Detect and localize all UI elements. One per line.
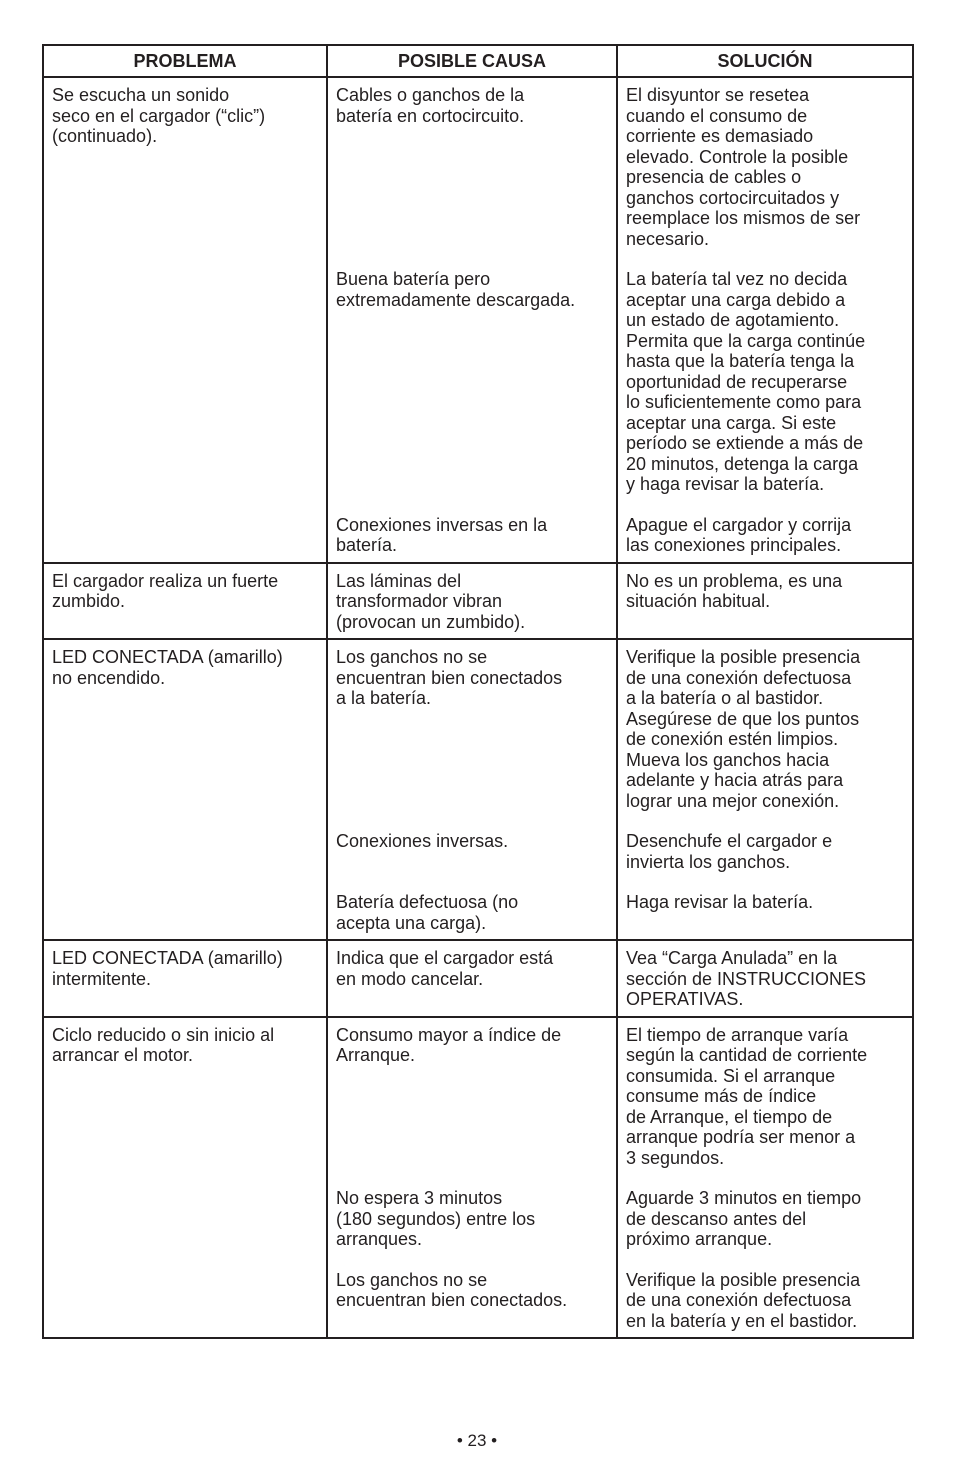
solution-cell: Haga revisar la batería.	[617, 892, 913, 940]
cause-cell: Los ganchos no se encuentran bien conectados a la batería.	[327, 639, 617, 831]
cause-cell: Indica que el cargador está en modo cancelar.	[327, 940, 617, 1017]
cause-cell: Buena batería pero extremadamente descargada.	[327, 269, 617, 515]
table-row	[43, 940, 913, 1017]
cause-cell: Consumo mayor a índice de Arranque.	[327, 1017, 617, 1189]
solution-cell: No es un problema, es una situación habitual.	[617, 563, 913, 640]
table-row	[43, 77, 913, 269]
troubleshooting-table	[42, 44, 914, 1339]
solution-cell: Apague el cargador y corrija las conexiones principales.	[617, 515, 913, 563]
problem-cell: Ciclo reducido o sin inicio al arrancar el motor.	[43, 1017, 327, 1339]
cause-cell: Conexiones inversas.	[327, 831, 617, 892]
solution-cell: Verifique la posible presencia de una conexión defectuosa a la batería o al bastidor. Asegúrese de que los puntos de conexión estén limpios. Mueva los ganchos hacia adelante y hacia atrás para lograr una mejor conexión.	[617, 639, 913, 831]
solution-cell: La batería tal vez no decida aceptar una carga debido a un estado de agotamiento. Permita que la carga continúe hasta que la batería tenga la oportunidad de recuperarse lo suficientemente como para aceptar una carga. Si este período se extiende a más de 20 minutos, detenga la carga y haga revisar la batería.	[617, 269, 913, 515]
header-solution: SOLUCIÓN	[617, 45, 913, 77]
cause-cell: Conexiones inversas en la batería.	[327, 515, 617, 563]
solution-cell: Vea “Carga Anulada” en la sección de INSTRUCCIONES OPERATIVAS.	[617, 940, 913, 1017]
problem-cell: LED CONECTADA (amarillo) no encendido.	[43, 639, 327, 940]
header-problem: PROBLEMA	[43, 45, 327, 77]
table-row	[43, 563, 913, 640]
problem-cell: LED CONECTADA (amarillo) intermitente.	[43, 940, 327, 1017]
solution-cell: El tiempo de arranque varía según la cantidad de corriente consumida. Si el arranque consume más de índice de Arranque, el tiempo de arranque podría ser menor a 3 segundos.	[617, 1017, 913, 1189]
cause-cell: Cables o ganchos de la batería en cortocircuito.	[327, 77, 617, 269]
cause-cell: Los ganchos no se encuentran bien conectados.	[327, 1270, 617, 1339]
table-header-row	[43, 45, 913, 77]
solution-cell: Desenchufe el cargador e invierta los ganchos.	[617, 831, 913, 892]
header-cause: POSIBLE CAUSA	[327, 45, 617, 77]
cause-cell: Batería defectuosa (no acepta una carga).	[327, 892, 617, 940]
table-row	[43, 639, 913, 831]
table-row	[43, 1017, 913, 1189]
page-number: • 23 •	[456, 1431, 498, 1450]
cause-cell: No espera 3 minutos (180 segundos) entre los arranques.	[327, 1188, 617, 1270]
solution-cell: El disyuntor se resetea cuando el consumo de corriente es demasiado elevado. Controle la posible presencia de cables o ganchos cortocircuitados y reemplace los mismos de ser necesario.	[617, 77, 913, 269]
problem-cell: El cargador realiza un fuerte zumbido.	[43, 563, 327, 640]
solution-cell: Verifique la posible presencia de una conexión defectuosa en la batería y en el bastidor.	[617, 1270, 913, 1339]
problem-cell: Se escucha un sonido seco en el cargador (“clic”) (continuado).	[43, 77, 327, 563]
cause-cell: Las láminas del transformador vibran (provocan un zumbido).	[327, 563, 617, 640]
solution-cell: Aguarde 3 minutos en tiempo de descanso antes del próximo arranque.	[617, 1188, 913, 1270]
